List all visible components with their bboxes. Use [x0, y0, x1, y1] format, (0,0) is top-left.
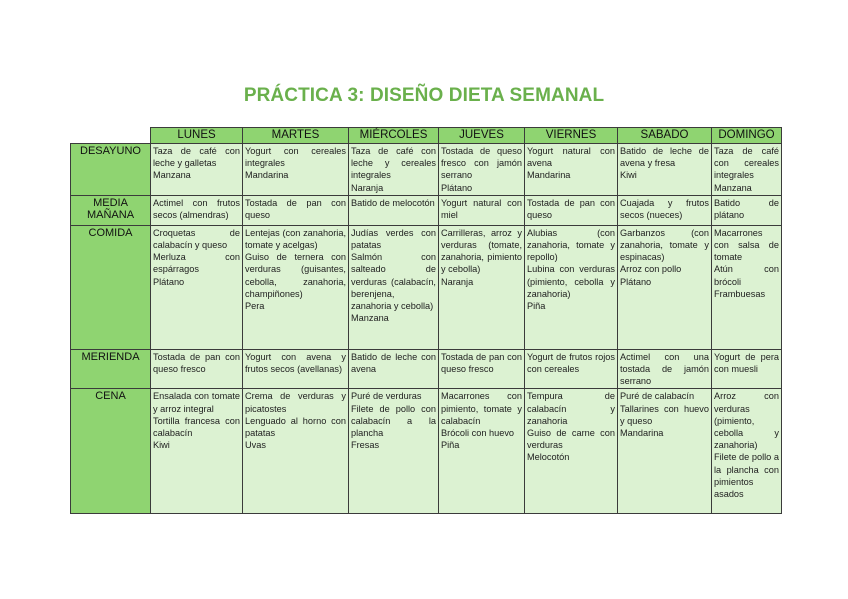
day-header: JUEVES — [439, 128, 525, 144]
meal-cell — [618, 195, 712, 225]
meal-cell — [243, 225, 349, 349]
meal-cell — [349, 349, 439, 389]
food-item: Actimel con frutos secos (almendras) — [153, 197, 240, 221]
food-item: Macarrones con salsa de tomate — [714, 227, 779, 263]
food-item: Garbanzos (con zanahoria, tomate y espinacas) — [620, 227, 709, 263]
meal-cell — [525, 349, 618, 389]
food-item: Tortilla francesa con calabacín — [153, 415, 240, 439]
food-item: Tostada de pan con queso — [527, 197, 615, 221]
food-item: Fresas — [351, 440, 380, 451]
food-item: Plátano — [441, 182, 473, 193]
food-item: Puré de verduras — [351, 391, 422, 402]
meal-cell — [712, 195, 782, 225]
meal-cell — [349, 225, 439, 349]
food-item: Guiso de carne con verduras — [527, 428, 615, 451]
food-item: Kiwi — [153, 440, 170, 451]
meal-cell — [349, 144, 439, 196]
food-item: Yogurt con cereales integrales — [245, 146, 346, 169]
food-item: Brócoli con huevo — [441, 428, 515, 439]
food-item: Tostada de pan con queso — [245, 197, 346, 221]
meal-cell — [151, 225, 243, 349]
meal-label: CENA — [71, 389, 151, 514]
food-item: Cuajada y frutos secos (nueces) — [620, 197, 709, 221]
meal-cell — [525, 225, 618, 349]
meal-cell — [712, 349, 782, 389]
meal-row — [71, 349, 782, 389]
food-item: Salmón con salteado de verduras (calabacín, berenjena, zanahoria y cebolla) — [351, 252, 436, 312]
meal-cell — [712, 225, 782, 349]
food-item: Ensalada con tomate y arroz integral — [153, 391, 240, 414]
food-item: Tostada de queso fresco con jamón serrano — [441, 146, 522, 181]
meal-cell — [525, 195, 618, 225]
meal-row — [71, 195, 782, 225]
food-item: Arroz con verduras (pimiento, cebolla y zanahoria) — [714, 391, 779, 451]
food-item: Melocotón — [527, 452, 570, 463]
food-item: Alubias (con zanahoria, tomate y repollo) — [527, 227, 615, 263]
day-header: MARTES — [243, 128, 349, 144]
food-item: Lenguado al horno con patatas — [245, 415, 346, 439]
day-header: VIERNES — [525, 128, 618, 144]
food-item: Batido de leche con avena — [351, 351, 436, 375]
food-item: Macarrones con pimiento, tomate y calabacín — [441, 391, 522, 426]
food-item: Yogurt con avena y frutos secos (avellanas) — [245, 351, 346, 375]
food-item: Tostada de pan con queso fresco — [441, 351, 522, 375]
day-header: MIÉRCOLES — [349, 128, 439, 144]
food-item: Mandarina — [245, 170, 289, 181]
food-item: Plátano — [153, 276, 185, 287]
food-item: Batido de leche de avena y fresa — [620, 146, 709, 169]
meal-cell — [243, 144, 349, 196]
food-item: Taza de café con leche y cereales integrales — [351, 146, 436, 181]
meal-cell — [439, 389, 525, 514]
meal-cell — [151, 195, 243, 225]
food-item: Manzana — [714, 182, 752, 193]
meal-cell — [525, 144, 618, 196]
day-header: LUNES — [151, 128, 243, 144]
food-item: Crema de verduras y picatostes — [245, 391, 346, 414]
meal-cell — [151, 389, 243, 514]
food-item: Yogurt natural con avena — [527, 146, 615, 169]
food-item: Lubina con verduras (pimiento, cebolla y zanahoria) — [527, 264, 615, 299]
meal-cell — [151, 349, 243, 389]
meal-cell — [439, 144, 525, 196]
meal-cell — [618, 349, 712, 389]
food-item: Yogurt de pera con muesli — [714, 351, 779, 375]
day-header: DOMINGO — [712, 128, 782, 144]
meal-label: DESAYUNO — [71, 144, 151, 196]
food-item: Piña — [441, 440, 460, 451]
meal-cell — [439, 349, 525, 389]
food-item: Batido de plátano — [714, 197, 779, 221]
food-item: Pera — [245, 301, 265, 312]
meal-cell — [618, 389, 712, 514]
food-item: Tempura de calabacín y zanahoria — [527, 391, 615, 426]
meal-cell — [439, 195, 525, 225]
page-title: PRÁCTICA 3: DISEÑO DIETA SEMANAL — [243, 85, 605, 106]
meal-cell — [243, 349, 349, 389]
food-item: Actimel con una tostada de jamón serrano — [620, 351, 709, 387]
food-item: Mandarina — [527, 170, 571, 181]
food-item: Taza de café con cereales integrales — [714, 146, 779, 181]
food-item: Naranja — [441, 276, 474, 287]
food-item: Yogurt natural con miel — [441, 197, 522, 221]
food-item: Croquetas de calabacín y queso — [153, 227, 240, 251]
meal-label: COMIDA — [71, 225, 151, 349]
weekly-diet-table — [70, 127, 782, 514]
food-item: Merluza con espárragos — [153, 252, 240, 275]
food-item: Mandarina — [620, 428, 664, 439]
food-item: Tostada de pan con queso fresco — [153, 351, 240, 375]
food-item: Arroz con pollo — [620, 264, 682, 275]
meal-cell — [243, 389, 349, 514]
food-item: Batido de melocotón — [351, 197, 435, 208]
food-item: Uvas — [245, 440, 266, 451]
food-item: Kiwi — [620, 170, 637, 181]
meal-row — [71, 225, 782, 349]
day-header-row — [71, 128, 782, 144]
meal-label: MERIENDA — [71, 349, 151, 389]
food-item: Manzana — [153, 170, 191, 181]
food-item: Piña — [527, 301, 546, 312]
meal-cell — [349, 389, 439, 514]
meal-cell — [151, 144, 243, 196]
food-item: Puré de calabacín — [620, 391, 695, 402]
meal-label: MEDIA MAÑANA — [71, 195, 151, 225]
food-item: Manzana — [351, 313, 389, 324]
food-item: Tallarines con huevo y queso — [620, 403, 709, 426]
food-item: Guiso de ternera con verduras (guisantes, cebolla, zanahoria, champiñones) — [245, 252, 346, 299]
meal-cell — [349, 195, 439, 225]
meal-cell — [439, 225, 525, 349]
food-item: Carrilleras, arroz y verduras (tomate, zanahoria, pimiento y cebolla) — [441, 227, 522, 275]
corner-cell — [71, 128, 151, 144]
meal-cell — [618, 144, 712, 196]
meal-cell — [243, 195, 349, 225]
day-header: SABADO — [618, 128, 712, 144]
meal-row — [71, 144, 782, 196]
food-item: Filete de pollo a la plancha con pimientos asados — [714, 452, 779, 500]
meal-cell — [712, 389, 782, 514]
meal-cell — [712, 144, 782, 196]
meal-row — [71, 389, 782, 514]
food-item: Filete de pollo con calabacín a la plancha — [351, 403, 436, 439]
food-item: Frambuesas — [714, 288, 766, 299]
food-item: Lentejas (con zanahoria, tomate y acelgas) — [245, 227, 346, 251]
food-item: Judías verdes con patatas — [351, 227, 436, 251]
food-item: Yogurt de frutos rojos con cereales — [527, 351, 615, 375]
food-item: Naranja — [351, 182, 384, 193]
food-item: Plátano — [620, 276, 652, 287]
food-item: Atún con brócoli — [714, 264, 779, 287]
meal-cell — [618, 225, 712, 349]
meal-cell — [525, 389, 618, 514]
food-item: Taza de café con leche y galletas — [153, 146, 240, 169]
